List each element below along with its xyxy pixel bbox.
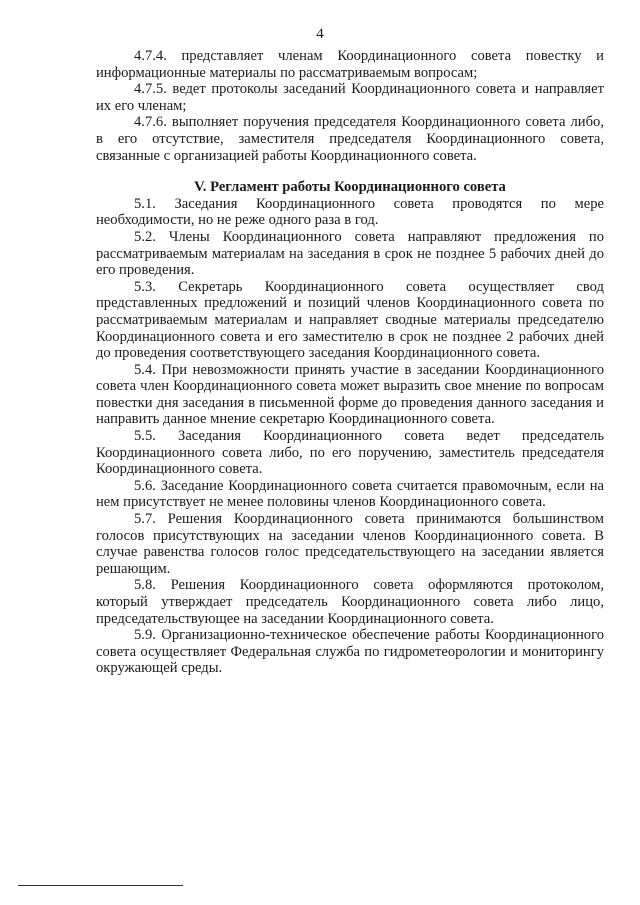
paragraph-4-7-6: 4.7.6. выполняет поручения председателя Координационного совета либо, в его отсутствие, заместителя председателя Координационного совета, связанные с организацией работы Координационного совета. (96, 114, 604, 164)
paragraph-5-8: 5.8. Решения Координационного совета оформляются протоколом, который утверждает председатель Координационного совета либо лицо, председательствующее на заседании Координационного совета. (96, 577, 604, 627)
paragraph-5-7: 5.7. Решения Координационного совета принимаются большинством голосов присутствующих на заседании членов Координационного совета. В случае равенства голосов голос председательствующего на заседании является решающим. (96, 511, 604, 577)
paragraph-4-7-4: 4.7.4. представляет членам Координационного совета повестку и информационные материалы по рассматриваемым вопросам; (96, 48, 604, 81)
paragraph-4-7-5: 4.7.5. ведет протоколы заседаний Координационного совета и направляет их его членам; (96, 81, 604, 114)
paragraph-5-6: 5.6. Заседание Координационного совета считается правомочным, если на нем присутствует не менее половины членов Координационного совета. (96, 477, 604, 511)
paragraph-5-1: 5.1. Заседания Координационного совета проводятся по мере необходимости, но не реже одного раза в год. (96, 195, 604, 229)
page-number: 4 (316, 26, 324, 42)
paragraph-5-4: 5.4. При невозможности принять участие в заседании Координационного совета член Координационного совета может выразить свое мнение по вопросам повестки дня заседания в письменной форме до проведения данного заседания и направить данное мнение секретарю Координационного совета. (96, 361, 604, 428)
paragraph-5-9: 5.9. Организационно-техническое обеспечение работы Координационного совета осуществляет Федеральная служба по гидрометеорологии и мониторингу окружающей среды. (96, 627, 604, 677)
section-title: V. Регламент работы Координационного совета (194, 179, 506, 196)
footnote-divider (18, 885, 183, 886)
paragraph-5-3: 5.3. Секретарь Координационного совета осуществляет свод представленных предложений и позиций членов Координационного совета по рассматриваемым материалам и направляет сводные материалы председателю Координационного совета и его заместителю в срок не позднее 2 рабочих дней до проведения соответствующего заседания Координационного совета. (96, 278, 604, 362)
paragraph-5-5: 5.5. Заседания Координационного совета ведет председатель Координационного совета либо, по его поручению, заместитель председателя Координационного совета. (96, 428, 604, 478)
paragraph-5-2: 5.2. Члены Координационного совета направляют предложения по рассматриваемым материалам на заседания в срок не позднее 5 рабочих дней до его проведения. (96, 228, 604, 279)
document-body (96, 48, 604, 677)
